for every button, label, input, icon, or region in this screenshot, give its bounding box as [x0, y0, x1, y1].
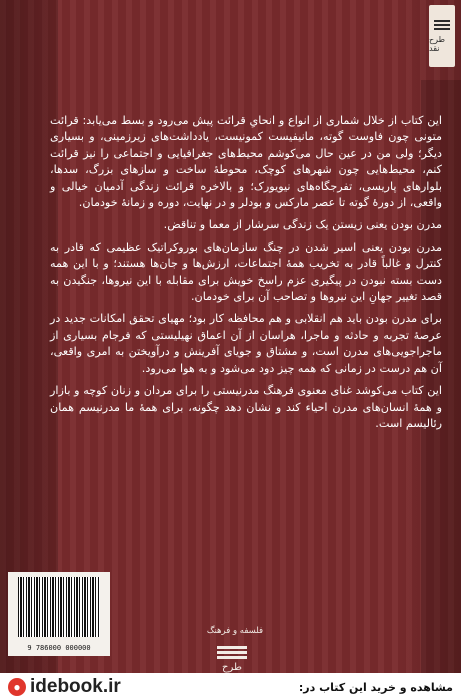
logo-stripe [217, 646, 247, 649]
barcode-lines [18, 577, 100, 637]
logo-stripe [217, 651, 247, 654]
site-logo-icon: ● [8, 678, 26, 696]
paragraph: برای مدرن بودن باید هم انقلابی و هم محافظه کار بود؛ مهیای تحقق امکانات جدید در عرصهٔ تجربه و حادثه و ماجرا، هراسان از آن اعماق نهیلیستی که فرجام بسیاری از ماجراجویی‌های مدرن است، و مشتاق و جویای آفرینش و درآویختن به امری واقعی، آن هم درست در زمانی که همه چیز دود می‌شود و به هوا می‌رود. [50, 312, 442, 375]
publisher-logo-name: طرح [222, 662, 242, 673]
paragraph: این کتاب از خلال شماری از انواع و انحایِ قرائت پیش می‌رود و بسط می‌یابد: قرائت متونی چون فاوست گوته، مانیفیست کمونیست، یادداشت‌های زیرزمینی، و بسیاری دیگر؛ ولی من در عین حال می‌کوشم محیط‌های جغرافیایی و اجتماعی را نیز قرائت کنم، محیط‌هایی چون شهرهای کوچک، محوطهٔ ساخت و سازهای بزرگ، سدها، بلوارهای پاریسی، تفرجگاه‌های نیویورک؛ و بالاخره قرائت زندگی آدمیان خیالی و واقعی، از دورهٔ گوته تا عصر مارکس و بودلر و در نهایت، دوره و زمانهٔ خودمان. [50, 114, 442, 210]
paragraph: این کتاب می‌کوشد غنای معنوی فرهنگ مدرنیستی را برای مردان و زنان کوچه و بازار و همهٔ انسان‌های مدرن احیاء کند و نشان دهد چگونه، برای همهٔ ما مدرنیسم همان رئالیسم است. [50, 384, 442, 430]
watermark-cta: مشاهده و خرید این کتاب در: [298, 681, 453, 694]
back-cover-text [50, 113, 442, 438]
watermark-bar[interactable] [0, 673, 461, 700]
logo-stripe [434, 24, 450, 26]
publisher-logo-text: طرح نقد [429, 34, 445, 53]
logo-stripe [434, 28, 450, 30]
logo-stripe [217, 656, 247, 659]
paragraph: مدرن بودن یعنی زیستن یک زندگی سرشار از معما و تناقض. [163, 218, 442, 232]
site-name: idebook.ir [30, 676, 121, 697]
logo-stripe [434, 20, 450, 22]
paragraph: مدرن بودن یعنی اسیر شدن در چنگ سازمان‌های بوروکراتیک عظیمی که قادر به کنترل و غالباً قادر به تخریب همهٔ اجتماعات، ارزش‌ها و جان‌ها هستند؛ و با این همه دست بسته نبودن در پیگیری عزم راسخ خویش برای مقابله با این نیروها، جنگیدن به قصد تغییر جهانِ این نیروها و تصاحب آن برای خودمان. [50, 240, 442, 304]
watermark-site[interactable] [8, 676, 121, 698]
barcode [8, 572, 110, 656]
publisher-logo-top [429, 5, 455, 67]
series-label: فلسفه و فرهنگ [206, 626, 264, 636]
barcode-number: 9 786000 000000 [27, 644, 91, 652]
